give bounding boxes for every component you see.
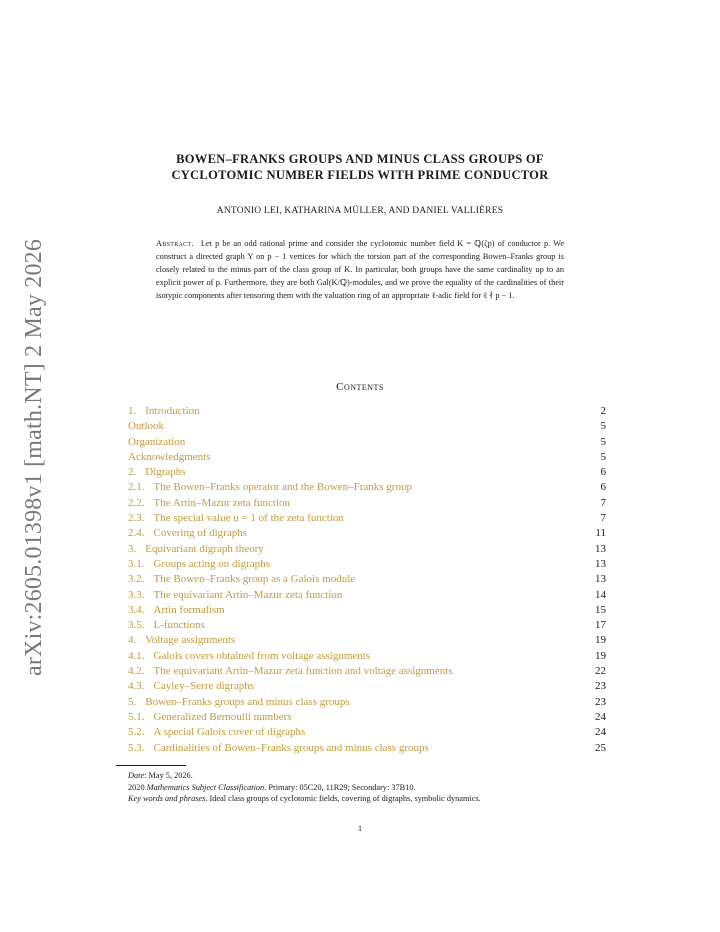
- title-line-1: BOWEN–FRANKS GROUPS AND MINUS CLASS GROUPS OF: [176, 152, 544, 166]
- toc-section-number: 2.4.: [128, 527, 145, 540]
- toc-page-number: 24: [595, 710, 606, 723]
- toc-entry: [128, 618, 606, 633]
- toc-entry: [128, 649, 606, 664]
- toc-link[interactable]: [128, 558, 270, 570]
- toc-page-number: 14: [595, 588, 606, 601]
- author-list: ANTONIO LEI, KATHARINA MÜLLER, AND DANIEL VALLIÈRES: [216, 206, 504, 216]
- toc-section-title: Bowen–Franks groups and minus class groups: [145, 695, 350, 708]
- toc-page-number: 11: [595, 527, 606, 540]
- toc-page-number: 19: [595, 634, 606, 647]
- toc-section-number: 3.4.: [128, 603, 145, 616]
- toc-page-number: 6: [600, 466, 606, 479]
- toc-page-number: 13: [595, 573, 606, 586]
- toc-section-number: 2.2.: [128, 496, 145, 509]
- toc-section-number: 4.1.: [128, 649, 145, 662]
- footnote-keywords: Key words and phrases. Ideal class groups of cyclotomic fields, covering of digraphs, symbolic dynamics.: [128, 794, 481, 803]
- footnote-msc: 2020 Mathematics Subject Classification. Primary: 05C20, 11R29; Secondary: 37B10.: [128, 782, 416, 792]
- toc-link[interactable]: [128, 573, 355, 585]
- toc-entry: [128, 557, 606, 572]
- toc-section-number: 4.2.: [128, 665, 145, 678]
- toc-page-number: 23: [595, 695, 606, 708]
- toc-section-title: Digraphs: [145, 466, 186, 479]
- toc-entry: [128, 741, 606, 756]
- toc-page-number: 25: [595, 741, 606, 754]
- toc-page-number: 2: [600, 405, 606, 417]
- toc-link[interactable]: [128, 512, 344, 524]
- toc-link[interactable]: [128, 634, 235, 646]
- toc-entry: [128, 419, 606, 434]
- toc-section-number: 2.3.: [128, 512, 145, 525]
- toc-section-title: Outlook: [128, 420, 165, 433]
- toc-entry: [128, 465, 606, 480]
- toc-page-number: 23: [595, 680, 606, 693]
- toc-section-title: Voltage assignments: [145, 634, 236, 647]
- toc-section-title: L-functions: [153, 619, 205, 632]
- toc-link[interactable]: [128, 711, 292, 723]
- footnote-divider: [116, 765, 186, 766]
- toc-section-title: The equivariant Artin–Mazur zeta function and voltage assignments: [153, 665, 453, 678]
- toc-link[interactable]: [128, 726, 305, 738]
- toc-link[interactable]: [128, 466, 186, 478]
- toc-link[interactable]: [128, 589, 342, 601]
- toc-page-number: 5: [600, 450, 606, 463]
- toc-section-title: Artin formalism: [153, 603, 225, 616]
- toc-link[interactable]: [128, 481, 412, 493]
- abstract: [156, 238, 564, 303]
- toc-link[interactable]: [128, 543, 264, 555]
- toc-link[interactable]: [128, 405, 200, 417]
- paper-title: [110, 151, 610, 183]
- toc-link[interactable]: [128, 742, 429, 754]
- toc-section-title: The Bowen–Franks group as a Galois module: [153, 573, 356, 586]
- toc-page-number: 5: [600, 420, 606, 433]
- toc-page-number: 22: [595, 665, 606, 678]
- toc-entry: [128, 480, 606, 495]
- toc-entry: [128, 450, 606, 465]
- toc-entry: [128, 695, 606, 710]
- page-number: 1: [358, 824, 362, 833]
- footnotes: [116, 770, 606, 805]
- toc-section-title: The Artin–Mazur zeta function: [153, 496, 291, 509]
- toc-section-title: Introduction: [145, 405, 200, 417]
- toc-page-number: 13: [595, 542, 606, 555]
- toc-link[interactable]: [128, 420, 164, 432]
- toc-section-title: The Bowen–Franks operator and the Bowen–Franks group: [153, 481, 412, 494]
- arxiv-identifier: arXiv:2605.01398v1 [math.NT] 2 May 2026: [21, 238, 47, 676]
- toc-section-title: A special Galois cover of digraphs: [153, 726, 306, 739]
- toc-entry: [128, 572, 606, 587]
- toc-page-number: 19: [595, 649, 606, 662]
- toc-section-title: The equivariant Artin–Mazur zeta function: [153, 588, 343, 601]
- toc-page-number: 13: [595, 557, 606, 570]
- toc-entry: [128, 496, 606, 511]
- toc-section-number: 2.1.: [128, 481, 145, 494]
- toc-section-number: 3.1.: [128, 557, 145, 570]
- toc-section-title: Cardinalities of Bowen–Franks groups and minus class groups: [153, 741, 429, 754]
- toc-section-number: 5.3.: [128, 741, 145, 754]
- toc-page-number: 7: [600, 512, 606, 525]
- toc-entry: [128, 542, 606, 557]
- toc-entry: [128, 633, 606, 648]
- toc-section-number: 1.: [128, 405, 137, 417]
- table-of-contents: [128, 404, 606, 756]
- toc-section-title: Organization: [128, 435, 186, 448]
- toc-link[interactable]: [128, 680, 254, 692]
- toc-page-number: 7: [600, 496, 606, 509]
- abstract-text: Let p be an odd rational prime and consider the cyclotomic number field K = ℚ(ζp) of conductor p. We construct a directed graph Y on p − 1 vertices for which the torsion part of the corresponding Bowen–Franks group is closely related to the minus part of the class group of K. In particular, both groups have the same cardinality up to an explicit power of p. Furthermore, they are both Gal(K/ℚ)-modules, and we prove the equality of the cardinalities of their isotypic components after tensoring them with the valuation ring of an appropriate ℓ-adic field for ℓ ∤ p − 1.: [156, 239, 564, 300]
- toc-section-title: Acknowledgments: [128, 450, 211, 463]
- toc-section-title: Groups acting on digraphs: [153, 557, 270, 570]
- toc-entry: [128, 404, 606, 419]
- toc-link[interactable]: [128, 650, 370, 662]
- toc-section-number: 3.3.: [128, 588, 145, 601]
- footnote-date: Date: May 5, 2026.: [128, 771, 193, 780]
- toc-section-number: 5.1.: [128, 710, 145, 723]
- toc-section-title: Covering of digraphs: [153, 527, 247, 540]
- toc-section-number: 5.2.: [128, 726, 145, 739]
- toc-section-title: Cayley–Serre digraphs: [153, 680, 254, 693]
- toc-section-title: Generalized Bernoulli numbers: [153, 710, 292, 723]
- toc-section-title: Equivariant digraph theory: [145, 542, 264, 555]
- toc-entry: [128, 725, 606, 740]
- toc-page-number: 15: [595, 603, 606, 616]
- toc-entry: [128, 435, 606, 450]
- toc-entry: [128, 679, 606, 694]
- toc-entry: [128, 710, 606, 725]
- toc-link[interactable]: [128, 665, 453, 677]
- title-line-2: CYCLOTOMIC NUMBER FIELDS WITH PRIME CONDUCTOR: [171, 168, 549, 182]
- toc-link[interactable]: [128, 497, 290, 509]
- toc-entry: [128, 526, 606, 541]
- toc-link[interactable]: [128, 696, 350, 708]
- toc-link[interactable]: [128, 436, 185, 448]
- toc-section-number: 4.: [128, 634, 137, 647]
- toc-entry: [128, 664, 606, 679]
- toc-section-number: 2.: [128, 466, 137, 479]
- toc-link[interactable]: [128, 527, 247, 539]
- toc-entry: [128, 603, 606, 618]
- toc-page-number: 5: [600, 435, 606, 448]
- toc-section-number: 3.: [128, 542, 137, 555]
- toc-section-number: 5.: [128, 695, 137, 708]
- toc-link[interactable]: [128, 619, 205, 631]
- toc-section-number: 3.2.: [128, 573, 145, 586]
- toc-page-number: 24: [595, 726, 606, 739]
- contents-heading: Contents: [336, 381, 384, 393]
- toc-page-number: 6: [600, 481, 606, 494]
- abstract-label: Abstract.: [156, 239, 194, 248]
- toc-section-title: Galois covers obtained from voltage assignments: [153, 649, 371, 662]
- toc-page-number: 17: [595, 619, 606, 632]
- toc-section-number: 4.3.: [128, 680, 145, 693]
- toc-entry: [128, 511, 606, 526]
- toc-entry: [128, 588, 606, 603]
- toc-link[interactable]: [128, 604, 225, 616]
- toc-link[interactable]: [128, 451, 210, 463]
- toc-section-title: The special value u = 1 of the zeta function: [153, 512, 344, 525]
- toc-section-number: 3.5.: [128, 619, 145, 632]
